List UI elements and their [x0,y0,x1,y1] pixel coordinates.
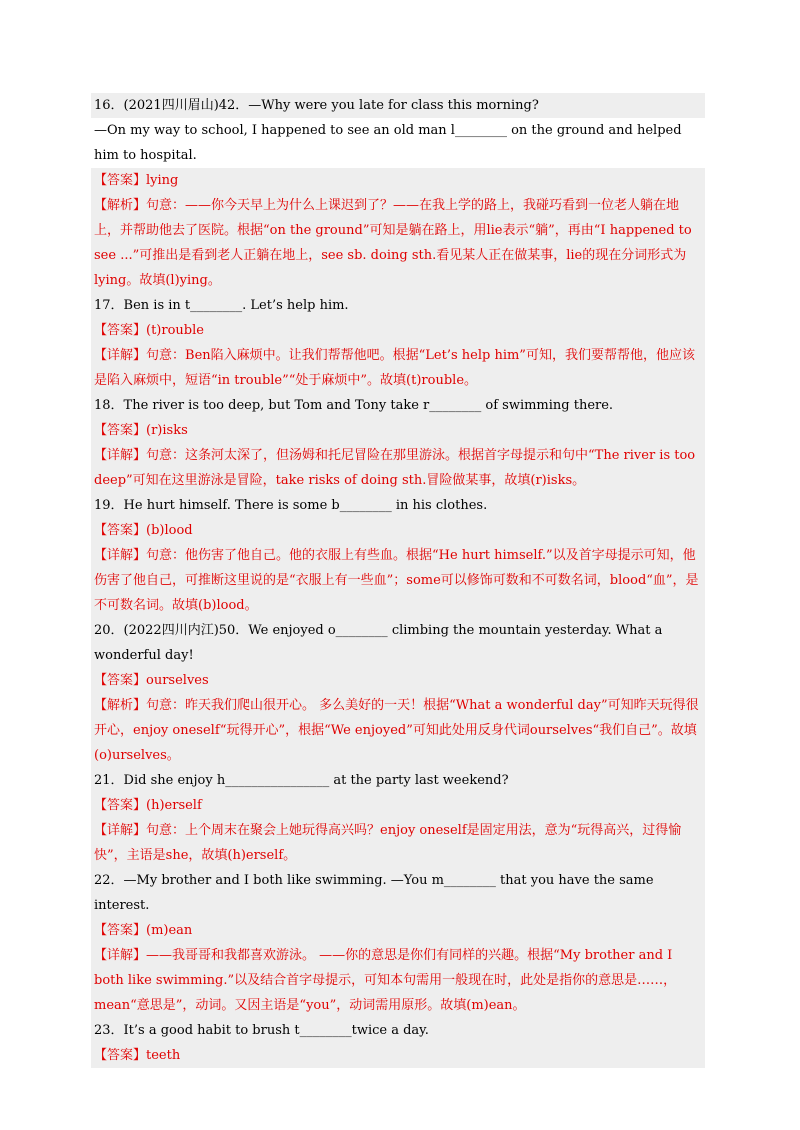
explanation-tag: 【详解】 [94,823,147,838]
explanation-text: 句意：这条河太深了，但汤姆和托尼冒险在那里游泳。根据首字母提示和句中“The river is too deep”可知在这里游泳是冒险，take risks of doing sth.冒险做某事，故填(r)isks。 [94,448,696,488]
answer-tag: 【答案】 [94,173,147,188]
explanation-19 [91,543,705,618]
explanation-text: ——我哥哥和我都喜欢游泳。 ——你的意思是你们有同样的兴趣。根据“My brother and I both like swimming.”以及结合首字母提示，可知本句需用一般现在时，此处是指你的意思是……，mean“意思是”，动词。又因主语是“you”，动词需用原形。故填(m)ean。 [94,948,677,1013]
question-20: 20．(2022四川内江)50．We enjoyed o________ climbing the mountain yesterday. What a wonderful day! [91,618,705,668]
answer-value: (t)rouble [146,323,204,338]
explanation-tag: 【详解】 [94,548,147,563]
explanation-16 [91,193,705,293]
question-16: 16．(2021四川眉山)42．—Why were you late for class this morning? [91,93,705,118]
answer-17 [91,318,705,343]
explanation-text: 句意：他伤害了他自己。他的衣服上有些血。根据“He hurt himself.”以及首字母提示可知，他伤害了他自己，可推断这里说的是“衣服上有一些血”；some可以修饰可数和不可数名词，blood“血”，是不可数名词。故填(b)lood。 [94,548,699,613]
explanation-tag: 【解析】 [94,198,147,213]
explanation-17 [91,343,705,393]
answer-value: ourselves [146,673,209,688]
question-23: 23．It’s a good habit to brush t________twice a day. [91,1018,705,1043]
explanation-text: 句意：——你今天早上为什么上课迟到了？——在我上学的路上，我碰巧看到一位老人躺在地上，并帮助他去了医院。根据“on the ground”可知是躺在路上，用lie表示“躺”，再由“I happened to see ...”可推出是看到老人正躺在地上，see sb. doing sth.看见某人正在做某事，lie的现在分词形式为lying。故填(l)ying。 [94,198,692,288]
explanation-21 [91,818,705,868]
answer-value: (b)lood [146,523,193,538]
answer-value: (m)ean [146,923,193,938]
answer-20 [91,668,705,693]
explanation-20 [91,693,705,768]
answer-tag: 【答案】 [94,323,147,338]
explanation-tag: 【解析】 [94,698,147,713]
question-21: 21．Did she enjoy h________________ at the party last weekend? [91,768,705,793]
answer-tag: 【答案】 [94,798,147,813]
answer-value: teeth [146,1048,181,1063]
explanation-text: 句意：Ben陷入麻烦中。让我们帮帮他吧。根据“Let’s help him”可知，我们要帮帮他，他应该是陷入麻烦中，短语“in trouble”“处于麻烦中”。故填(t)rouble。 [94,348,695,388]
explanation-22 [91,943,705,1018]
answer-tag: 【答案】 [94,523,147,538]
answer-value: (h)erself [146,798,202,813]
answer-23 [91,1043,705,1068]
answer-tag: 【答案】 [94,423,147,438]
answer-19 [91,518,705,543]
answer-tag: 【答案】 [94,923,147,938]
answer-21 [91,793,705,818]
question-17: 17．Ben is in t________. Let’s help him. [91,293,705,318]
answer-16 [91,168,705,193]
question-22: 22．—My brother and I both like swimming. —You m________ that you have the same interest. [91,868,705,918]
explanation-tag: 【详解】 [94,948,147,963]
explanation-text: 句意：昨天我们爬山很开心。 多么美好的一天！根据“What a wonderful day”可知昨天玩得很开心，enjoy oneself“玩得开心”，根据“We enjoyed”可知此处用反身代词ourselves“我们自己”。故填(o)urselves。 [94,698,699,763]
explanation-text: 句意：上个周末在聚会上她玩得高兴吗？enjoy oneself是固定用法，意为“玩得高兴，过得愉快”，主语是she，故填(h)erself。 [94,823,682,863]
answer-value: lying [146,173,179,188]
explanation-tag: 【详解】 [94,348,147,363]
exercise-list [91,93,705,1068]
question-18: 18．The river is too deep, but Tom and Tony take r________ of swimming there. [91,393,705,418]
answer-value: (r)isks [146,423,188,438]
answer-tag: 【答案】 [94,673,147,688]
answer-18 [91,418,705,443]
answer-tag: 【答案】 [94,1048,147,1063]
explanation-18 [91,443,705,493]
answer-22 [91,918,705,943]
explanation-tag: 【详解】 [94,448,147,463]
question-19: 19．He hurt himself. There is some b________ in his clothes. [91,493,705,518]
question-16-line2: —On my way to school, I happened to see an old man l________ on the ground and helped him to hospital. [94,123,682,163]
